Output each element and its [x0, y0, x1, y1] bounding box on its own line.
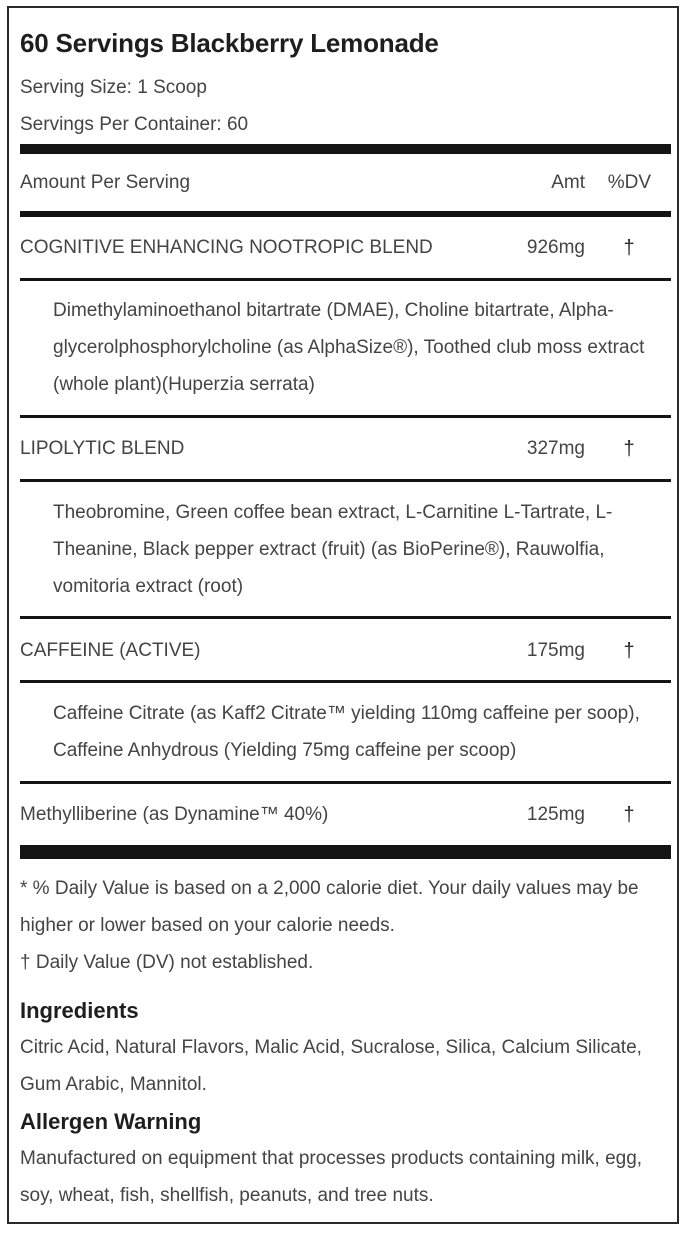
- row-divider: [20, 616, 671, 619]
- blend-amount: 125mg: [526, 804, 585, 825]
- serving-size: Serving Size: 1 Scoop: [20, 77, 207, 98]
- dagger-mark: †: [623, 438, 635, 460]
- blend-name: LIPOLYTIC BLEND: [20, 438, 185, 459]
- dagger-mark: †: [623, 804, 635, 826]
- blend-detail: Theobromine, Green coffee bean extract, L-Carnitine L-Tartrate, L-Theanine, Black pepper extract (fruit) (as BioPerine®), Rauwolfia, vomitoria extract (root): [53, 502, 613, 597]
- amount-per-serving-header: Amount Per Serving: [20, 172, 191, 193]
- ingredient-row: [20, 237, 671, 273]
- ingredients-heading: Ingredients: [20, 998, 139, 1023]
- ingredient-row: [20, 438, 671, 474]
- ingredients-text: Citric Acid, Natural Flavors, Malic Acid, Sucralose, Silica, Calcium Silicate, Gum Arabic, Mannitol.: [20, 1037, 642, 1095]
- thick-divider: [20, 144, 671, 154]
- ingredient-row: [20, 640, 671, 676]
- row-divider: [20, 278, 671, 281]
- ingredient-row: [20, 804, 671, 840]
- thick-divider: [20, 845, 671, 859]
- row-divider: [20, 479, 671, 482]
- column-header-row: [20, 172, 671, 208]
- daily-value-footnote: * % Daily Value is based on a 2,000 calorie diet. Your daily values may be higher or lower based on your calorie needs.: [20, 878, 639, 936]
- allergen-heading: Allergen Warning: [20, 1109, 202, 1134]
- blend-name: CAFFEINE (ACTIVE): [20, 640, 201, 661]
- blend-detail: Dimethylaminoethanol bitartrate (DMAE), Choline bitartrate, Alpha-glycerolphosphorylcholine (as AlphaSize®), Toothed club moss extract (whole plant)(Huperzia serrata): [53, 300, 645, 395]
- dagger-mark: †: [623, 237, 635, 259]
- blend-name: Methylliberine (as Dynamine™ 40%): [20, 804, 329, 825]
- dv-column-header: %DV: [607, 172, 651, 193]
- product-title: 60 Servings Blackberry Lemonade: [20, 28, 439, 58]
- blend-amount: 327mg: [526, 438, 585, 459]
- amt-column-header: Amt: [551, 172, 585, 193]
- dagger-footnote: † Daily Value (DV) not established.: [20, 952, 314, 973]
- blend-name: COGNITIVE ENHANCING NOOTROPIC BLEND: [20, 237, 433, 258]
- allergen-text: Manufactured on equipment that processes products containing milk, egg, soy, wheat, fish, shellfish, peanuts, and tree nuts.: [20, 1148, 643, 1206]
- blend-amount: 175mg: [526, 640, 585, 661]
- row-divider: [20, 680, 671, 683]
- medium-divider: [20, 211, 671, 217]
- dagger-mark: †: [623, 640, 635, 662]
- blend-amount: 926mg: [526, 237, 585, 258]
- row-divider: [20, 415, 671, 418]
- supplement-facts-panel: [7, 6, 679, 1224]
- blend-detail: Caffeine Citrate (as Kaff2 Citrate™ yielding 110mg caffeine per soop), Caffeine Anhydrous (Yielding 75mg caffeine per scoop): [53, 703, 640, 761]
- row-divider: [20, 781, 671, 784]
- servings-per-container: Servings Per Container: 60: [20, 114, 249, 135]
